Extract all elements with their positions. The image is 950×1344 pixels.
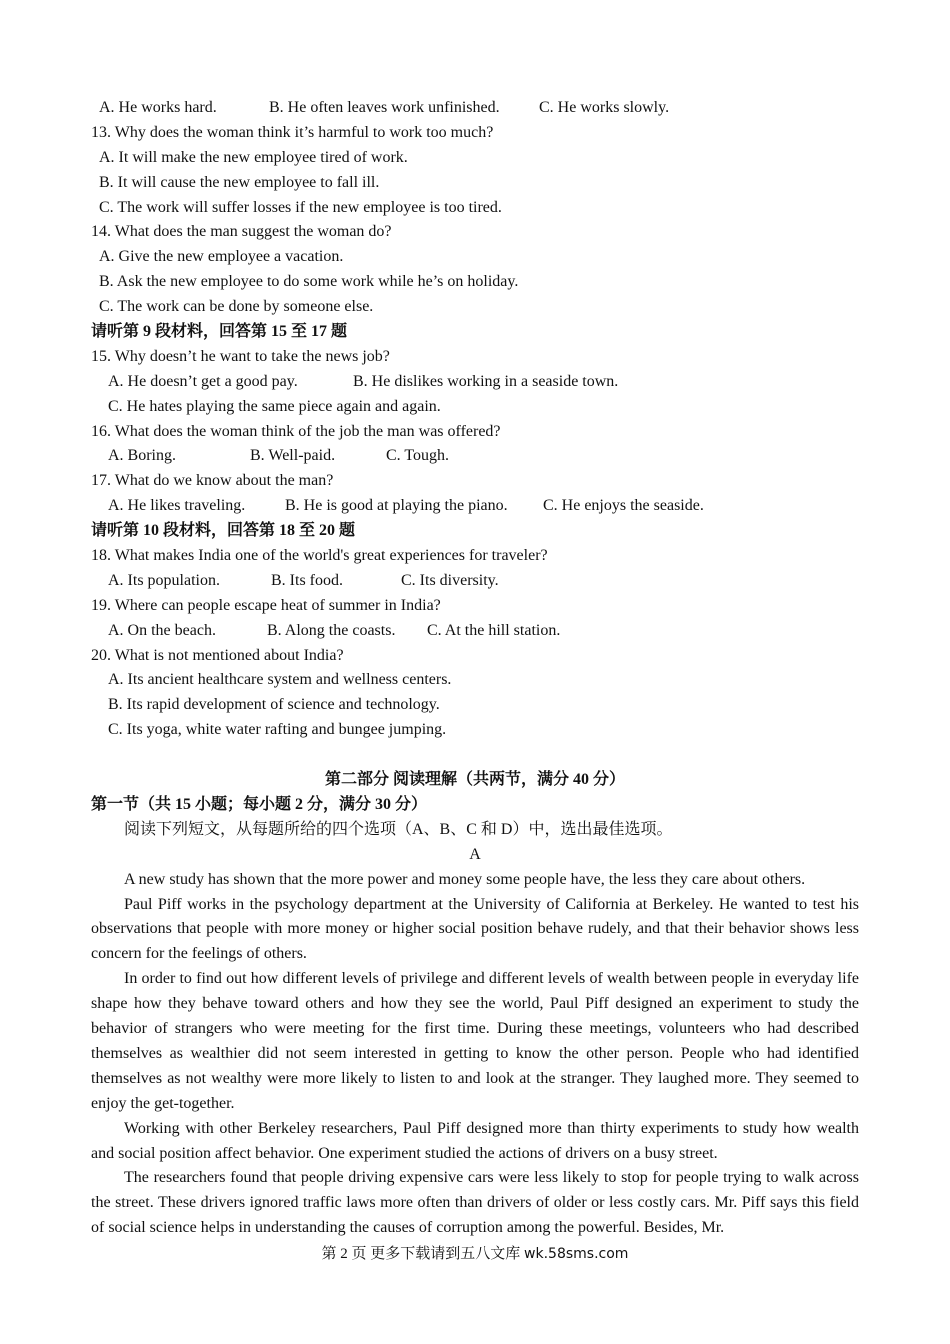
q19-option-a: A. On the beach. (108, 621, 216, 639)
q14-option-a: A. Give the new employee a vacation. (99, 248, 344, 266)
q16-option-a: A. Boring. (108, 447, 176, 465)
q17-option-c: C. He enjoys the seaside. (543, 497, 704, 515)
q15-question: 15. Why doesn’t he want to take the news job? (91, 347, 390, 365)
q14-option-c: C. The work can be done by someone else. (99, 298, 374, 316)
part2-title: 第二部分 阅读理解（共两节，满分 40 分） (324, 771, 625, 789)
passage-paragraph-4: Working with other Berkeley researchers, Paul Piff designed more than thirty experiments to study how wealth and social position affect behavior. One experiment studied the actions of drivers on a busy street. (91, 1119, 859, 1162)
q13-option-c: C. The work will suffer losses if the new employee is too tired. (99, 198, 502, 216)
q18-option-b: B. Its food. (271, 571, 343, 589)
q15-option-a: A. He doesn’t get a good pay. (108, 372, 298, 390)
q16-option-b: B. Well-paid. (250, 447, 336, 465)
section9-heading: 请听第 9 段材料，回答第 15 至 17 题 (91, 323, 348, 341)
q18-options (91, 569, 859, 594)
q19-option-c: C. At the hill station. (427, 621, 561, 639)
q19-option-b: B. Along the coasts. (267, 621, 396, 639)
q16-options (91, 444, 859, 469)
footer-page-text: 第 2 页 更多下载请到五八文库 (321, 1246, 525, 1262)
q18-question: 18. What makes India one of the world's great experiences for traveler? (91, 547, 548, 565)
q17-question: 17. What do we know about the man? (91, 472, 334, 490)
q13-question: 13. Why does the woman think it’s harmful to work too much? (91, 123, 494, 141)
q15-option-c: C. He hates playing the same piece again and again. (108, 397, 441, 415)
q20-option-c: C. Its yoga, white water rafting and bungee jumping. (108, 721, 447, 739)
q19-question: 19. Where can people escape heat of summer in India? (91, 596, 441, 614)
q12-option-c: C. He works slowly. (539, 99, 670, 116)
q12-option-a: A. He works hard. (99, 99, 217, 116)
page-footer (0, 1243, 950, 1265)
q20-option-a: A. Its ancient healthcare system and wellness centers. (108, 671, 452, 689)
passage-paragraph-2: Paul Piff works in the psychology department at the University of California at Berkeley. He wanted to test his observations that people with more money or higher social position behave rudely, and that their behavior shows less concern for the feelings of others. (91, 895, 859, 963)
q12-options (91, 96, 859, 121)
passage-paragraph-5: The researchers found that people driving expensive cars were less likely to stop for people trying to walk across the street. These drivers ignored traffic laws more often than drivers of older or less costly cars. Mr. Piff says this field of social science helps in understanding the causes of corruption among the powerful. Besides, Mr. (91, 1169, 859, 1237)
spacer (91, 743, 859, 768)
q20-option-b: B. Its rapid development of science and technology. (108, 696, 440, 714)
q20-question: 20. What is not mentioned about India? (91, 646, 344, 664)
q18-option-a: A. Its population. (108, 571, 220, 589)
q13-option-b: B. It will cause the new employee to fall ill. (99, 173, 380, 191)
passage-label: A (469, 845, 481, 863)
q19-options (91, 619, 859, 644)
reading-instructions: 阅读下列短文，从每题所给的四个选项（A、B、C 和 D）中，选出最佳选项。 (124, 820, 673, 838)
exam-page (91, 96, 859, 1241)
q15-options-row1 (91, 370, 859, 395)
footer-site-link[interactable]: wk.58sms.com (524, 1246, 629, 1262)
section10-heading: 请听第 10 段材料，回答第 18 至 20 题 (91, 522, 356, 540)
section1-title: 第一节（共 15 小题；每小题 2 分，满分 30 分） (91, 795, 428, 813)
q16-option-c: C. Tough. (386, 447, 450, 465)
passage-paragraph-1: A new study has shown that the more power and money some people have, the less they care about others. (124, 870, 806, 888)
q14-question: 14. What does the man suggest the woman do? (91, 223, 392, 241)
q14-option-b: B. Ask the new employee to do some work while he’s on holiday. (99, 273, 519, 291)
q15-option-b: B. He dislikes working in a seaside town. (353, 372, 619, 390)
q16-question: 16. What does the woman think of the job the man was offered? (91, 422, 501, 440)
q17-option-a: A. He likes traveling. (108, 497, 246, 515)
q17-option-b: B. He is good at playing the piano. (285, 497, 508, 515)
q17-options (91, 494, 859, 519)
q13-option-a: A. It will make the new employee tired of work. (99, 148, 408, 166)
q12-option-b: B. He often leaves work unfinished. (269, 99, 500, 116)
passage-paragraph-3: In order to find out how different levels of privilege and different levels of wealth between people in everyday life shape how they behave toward others and how they see the world, Paul Piff designed an experiment to study the behavior of strangers who were meeting for the first time. During these meetings, volunteers who had described themselves as wealthier did not seem interested in getting to know the other person. People who had identified themselves as not wealthy were more likely to listen to and look at the stranger. They laughed more. They seemed to enjoy the get-together. (91, 970, 859, 1112)
q18-option-c: C. Its diversity. (401, 571, 499, 589)
